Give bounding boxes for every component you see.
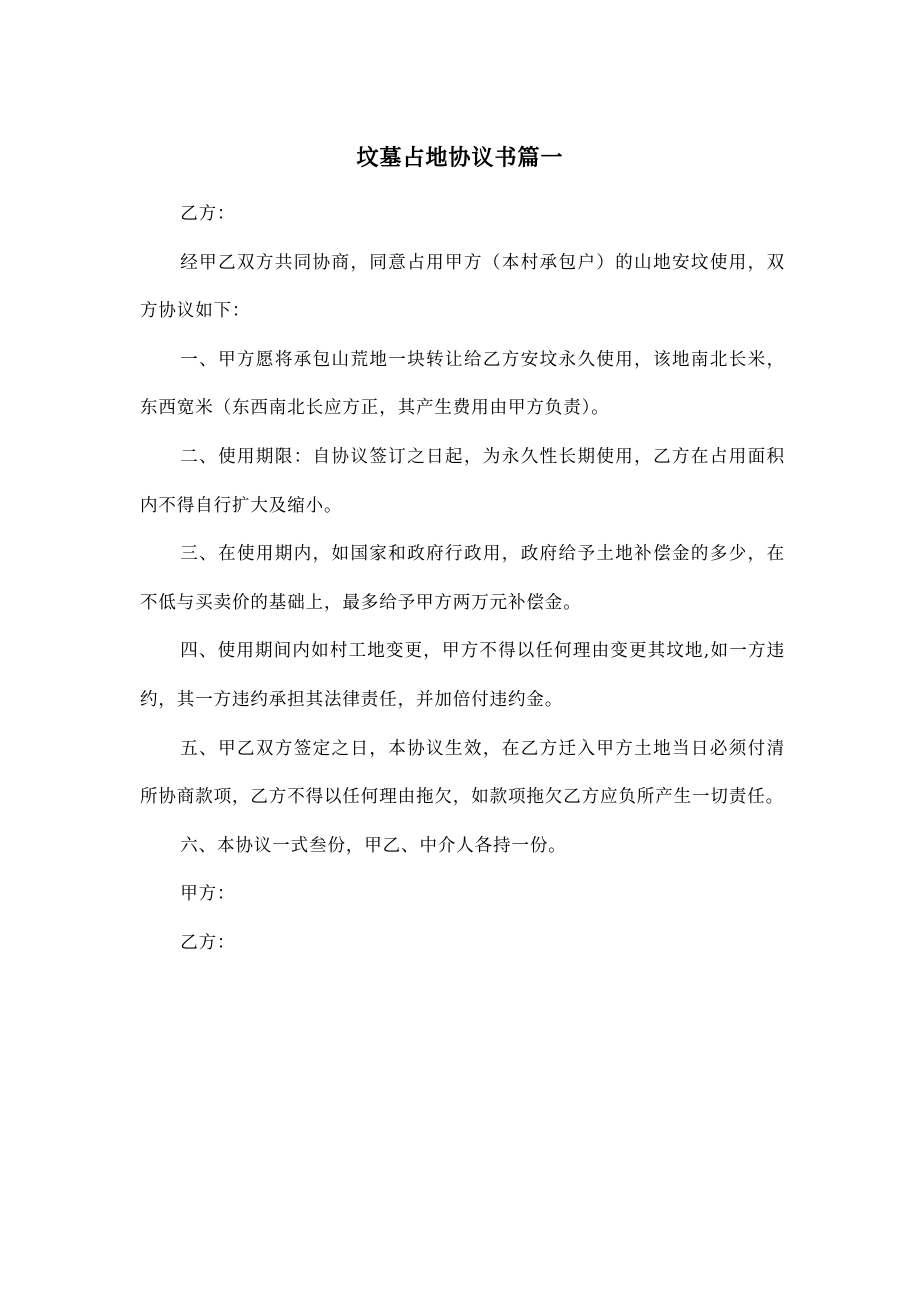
signature-party-b: 乙方：: [180, 932, 236, 953]
document-title: 坟墓占地协议书篇一: [356, 146, 564, 171]
clause-2: 二、使用期限：自协议签订之日起，为永久性长期使用，乙方在占用面积内不得自行扩大及缩小。: [140, 446, 785, 516]
intro-paragraph: 经甲乙双方共同协商，同意占用甲方（本村承包户）的山地安坟使用，双方协议如下：: [140, 252, 785, 322]
clause-4: 四、使用期间内如村工地变更，甲方不得以任何理由变更其坟地,如一方违约，其一方违约承担其法律责任，并加倍付违约金。: [140, 641, 785, 710]
clause-1: 一、甲方愿将承包山荒地一块转让给乙方安坟永久使用，该地南北长米，东西宽米（东西南北长应方正，其产生费用由甲方负责）。: [140, 349, 785, 419]
clause-5: 五、甲乙双方签定之日，本协议生效，在乙方迁入甲方土地当日必须付清所协商款项，乙方不得以任何理由拖欠，如款项拖欠乙方应负所产生一切责任。: [140, 738, 785, 808]
document-body: [140, 190, 785, 968]
clause-6: 六、本协议一式叁份，甲乙、中介人各持一份。: [180, 835, 567, 856]
clause-3: 三、在使用期内，如国家和政府行政用，政府给予土地补偿金的多少，在不低与买卖价的基础上，最多给予甲方两万元补偿金。: [140, 544, 785, 613]
party-b-header: 乙方：: [180, 204, 236, 224]
signature-party-a: 甲方：: [180, 884, 236, 905]
